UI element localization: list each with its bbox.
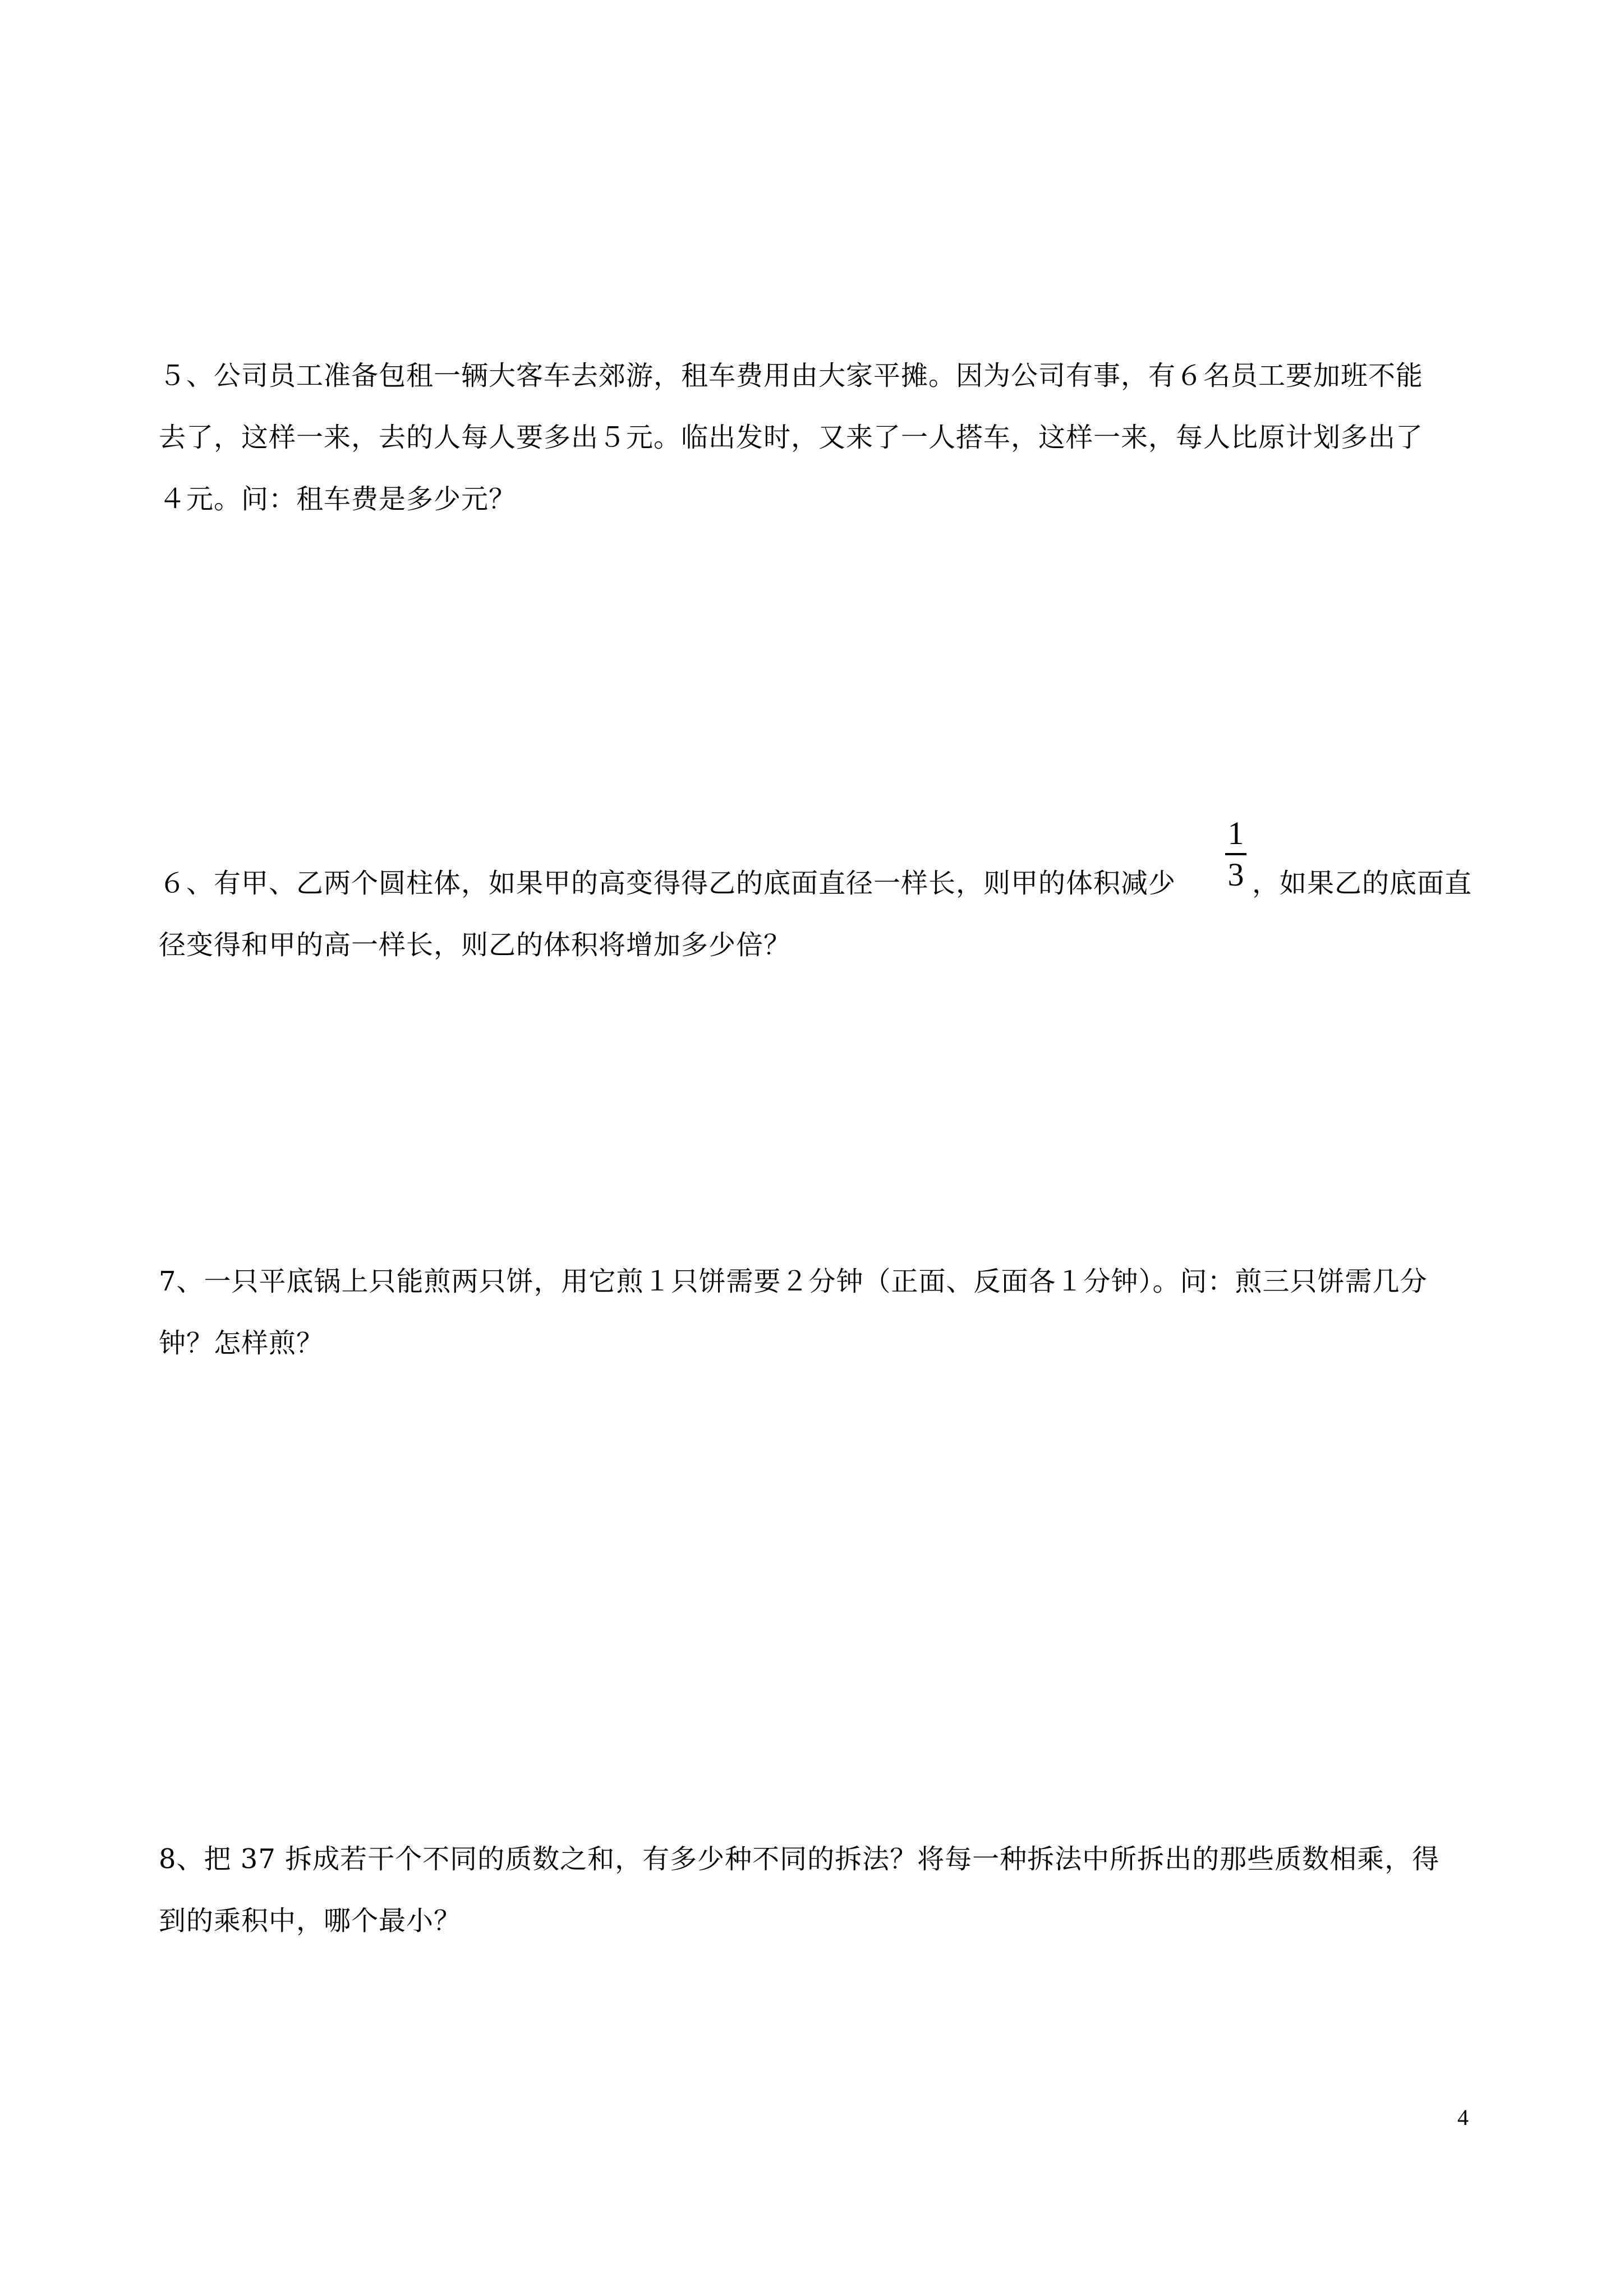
question-7-line-2: 钟？怎样煎？ xyxy=(159,1327,324,1359)
fraction-numerator: 1 xyxy=(1227,815,1244,851)
question-8-line-2: 到的乘积中，哪个最小？ xyxy=(159,1905,462,1937)
fraction-bar xyxy=(1225,853,1246,855)
page-number: 4 xyxy=(1457,2105,1469,2130)
question-6-line-2: 径变得和甲的高一样长，则乙的体积将增加多少倍？ xyxy=(159,929,792,961)
question-7-line-1: 7、一只平底锅上只能煎两只饼，用它煎１只饼需要２分钟（正面、反面各１分钟）。问：煎三只饼需几分 xyxy=(159,1266,1428,1297)
question-5-line-3: ４元。问：租车费是多少元？ xyxy=(159,483,517,515)
question-8-line-1: 8、把 37 拆成若干个不同的质数之和，有多少种不同的拆法？将每一种拆法中所拆出的那些质数相乘，得 xyxy=(159,1843,1440,1875)
fraction-one-third xyxy=(1222,816,1250,892)
question-6-line-1: ６、有甲、乙两个圆柱体，如果甲的高变得得乙的底面直径一样长，则甲的体积减少 xyxy=(159,868,1176,899)
fraction-denominator: 3 xyxy=(1227,856,1244,893)
question-5-line-2: 去了，这样一来，去的人每人要多出５元。临出发时，又来了一人搭车，这样一来，每人比原计划多出了 xyxy=(159,422,1424,453)
question-5-line-1: ５、公司员工准备包租一辆大客车去郊游，租车费用由大家平摊。因为公司有事，有６名员工要加班不能 xyxy=(159,360,1424,391)
question-6-line-1-continued: ，如果乙的底面直 xyxy=(1252,868,1473,899)
